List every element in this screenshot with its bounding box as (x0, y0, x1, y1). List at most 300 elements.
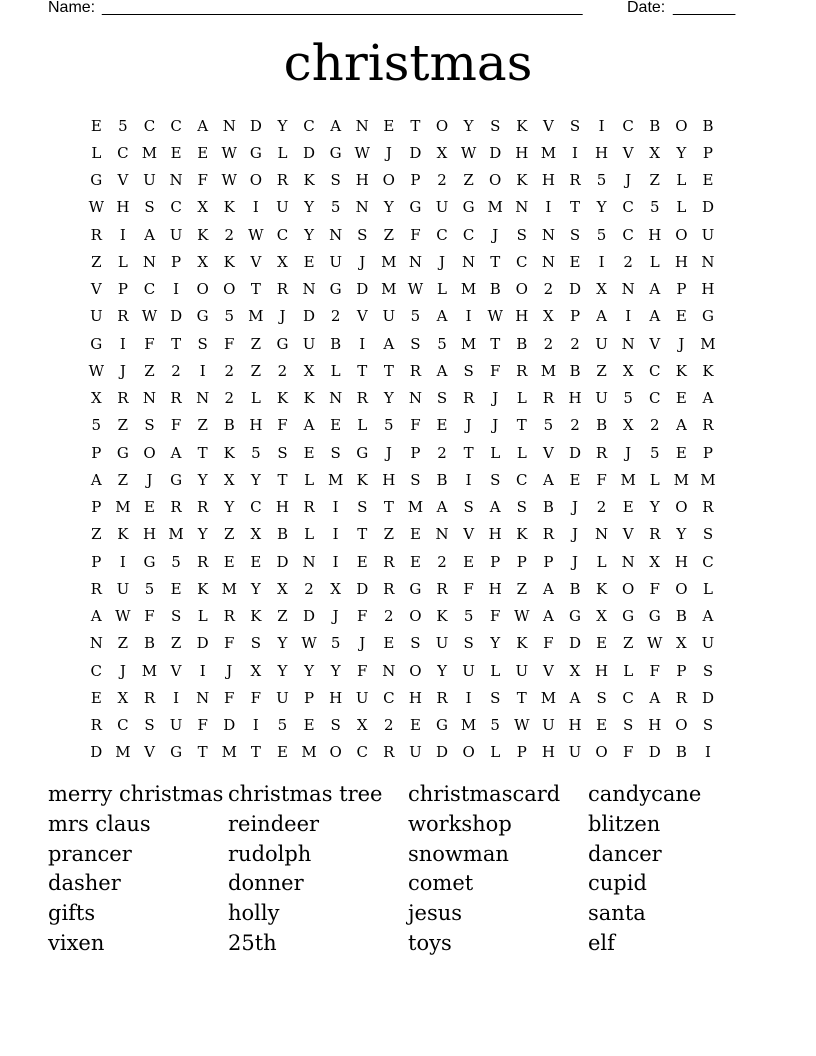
grid-letter: N (355, 198, 369, 217)
word-list-item: dancer (588, 841, 662, 866)
grid-letter: N (621, 334, 635, 353)
grid-letter: S (490, 470, 501, 489)
grid-letter: R (649, 525, 661, 544)
grid-letter: F (224, 634, 235, 653)
grid-letter: M (407, 498, 424, 517)
grid-letter: 5 (463, 607, 474, 626)
grid-letter: M (540, 143, 557, 162)
grid-letter: 2 (543, 280, 554, 299)
grid-letter: P (117, 280, 128, 299)
grid-letter: Y (277, 634, 288, 653)
grid-letter: N (701, 252, 715, 271)
grid-letter: S (463, 634, 474, 653)
grid-letter: G (356, 443, 369, 462)
grid-letter: I (704, 743, 711, 762)
grid-letter: I (119, 225, 126, 244)
grid-letter: A (90, 470, 102, 489)
grid-letter: A (649, 688, 661, 707)
grid-letter: J (625, 171, 632, 190)
grid-letter: H (648, 716, 662, 735)
grid-letter: Y (383, 198, 394, 217)
grid-letter: D (303, 307, 316, 326)
grid-letter: M (487, 198, 503, 217)
grid-letter: V (463, 525, 475, 544)
grid-letter: F (144, 607, 155, 626)
grid-letter: U (435, 634, 449, 653)
grid-letter: S (702, 525, 714, 544)
grid-letter: Z (170, 634, 182, 653)
grid-letter: N (222, 116, 236, 135)
grid-letter: U (169, 225, 183, 244)
grid-letter: M (540, 361, 557, 380)
grid-letter: W (301, 634, 317, 653)
grid-letter: S (463, 361, 474, 380)
grid-letter: A (489, 498, 501, 517)
grid-letter: K (303, 171, 315, 190)
grid-letter: C (462, 225, 475, 244)
word-list-item: jesus (408, 901, 463, 926)
grid-letter: P (569, 307, 581, 326)
grid-letter: V (250, 252, 262, 271)
grid-letter: N (541, 225, 555, 244)
grid-letter: R (170, 389, 182, 408)
grid-letter: R (516, 361, 528, 380)
grid-letter: Z (117, 634, 129, 653)
grid-letter: L (357, 416, 368, 435)
grid-letter: R (542, 525, 555, 544)
grid-letter: W (514, 607, 530, 626)
grid-letter: D (568, 634, 581, 653)
grid-letter: G (462, 198, 475, 217)
grid-letter: V (117, 171, 129, 190)
grid-letter: M (620, 470, 636, 489)
grid-letter: R (303, 498, 315, 517)
grid-letter: J (119, 361, 126, 380)
grid-letter: X (649, 143, 661, 162)
word-list-item: christmas tree (228, 782, 383, 806)
grid-letter: A (383, 334, 395, 353)
grid-letter: G (276, 334, 289, 353)
grid-letter: Y (304, 225, 314, 244)
grid-letter: I (598, 116, 605, 135)
grid-letter: K (223, 198, 235, 217)
grid-letter: 5 (490, 716, 500, 735)
grid-letter: E (596, 634, 608, 653)
grid-letter: J (465, 416, 472, 435)
grid-letter: 2 (437, 552, 447, 571)
grid-letter: J (146, 470, 153, 489)
grid-letter: U (462, 661, 475, 680)
grid-letter: T (463, 443, 474, 462)
grid-letter: Z (117, 416, 129, 435)
grid-letter: P (676, 661, 687, 680)
grid-letter: J (492, 389, 499, 408)
grid-letter: Z (224, 525, 235, 544)
grid-letter: B (702, 116, 714, 135)
grid-letter: F (463, 579, 474, 598)
grid-letter: O (675, 716, 688, 735)
grid-letter: J (439, 252, 446, 271)
grid-letter: U (382, 307, 396, 326)
grid-letter: V (144, 743, 155, 762)
grid-letter: X (622, 361, 634, 380)
grid-letter: D (170, 307, 183, 326)
grid-letter: D (356, 280, 369, 299)
grid-letter: X (117, 688, 129, 707)
grid-letter: P (516, 743, 527, 762)
grid-letter: E (303, 252, 315, 271)
grid-letter: G (622, 607, 635, 626)
grid-letter: M (248, 307, 264, 326)
grid-letter: N (196, 389, 210, 408)
grid-letter: T (250, 743, 261, 762)
grid-letter: R (569, 171, 581, 190)
grid-letter: 2 (330, 307, 341, 326)
grid-letter: K (595, 579, 608, 598)
word-list-item: gifts (48, 901, 96, 926)
grid-letter: C (90, 661, 103, 680)
grid-letter: K (702, 361, 714, 380)
grid-letter: B (675, 743, 687, 762)
grid-letter: C (143, 280, 156, 299)
grid-letter: E (409, 552, 421, 571)
grid-letter: E (303, 443, 315, 462)
grid-letter: X (197, 252, 209, 271)
grid-letter: 5 (144, 579, 155, 598)
grid-letter: M (460, 716, 477, 735)
grid-letter: X (277, 579, 288, 598)
grid-letter: G (249, 143, 262, 162)
grid-letter: E (675, 389, 687, 408)
grid-letter: X (250, 661, 262, 680)
grid-letter: L (91, 143, 102, 162)
grid-letter: L (623, 661, 634, 680)
grid-letter: E (569, 470, 581, 489)
grid-letter: V (542, 443, 554, 462)
grid-letter: T (357, 525, 368, 544)
grid-letter: K (516, 525, 528, 544)
grid-letter: S (569, 116, 581, 135)
grid-letter: C (516, 252, 528, 271)
grid-letter: E (276, 743, 288, 762)
grid-letter: X (569, 661, 581, 680)
grid-letter: X (223, 470, 235, 489)
grid-letter: F (197, 171, 208, 190)
grid-letter: A (542, 470, 554, 489)
grid-letter: Y (383, 389, 394, 408)
grid-letter: J (385, 143, 392, 162)
word-list-item: reindeer (228, 811, 320, 836)
grid-letter: U (143, 171, 156, 190)
grid-letter: S (410, 470, 421, 489)
grid-letter: V (622, 143, 634, 162)
grid-letter: R (223, 607, 235, 626)
grid-letter: Z (91, 252, 102, 271)
grid-letter: D (356, 579, 369, 598)
grid-letter: F (596, 470, 607, 489)
grid-letter: H (515, 307, 529, 326)
grid-letter: Z (117, 470, 129, 489)
grid-letter: U (276, 688, 289, 707)
grid-letter: E (675, 443, 687, 462)
grid-letter: F (357, 661, 368, 680)
grid-letter: P (702, 443, 713, 462)
grid-letter: G (409, 198, 422, 217)
grid-letter: Y (490, 634, 501, 653)
word-list-item: vixen (48, 930, 105, 955)
grid-letter: L (516, 443, 527, 462)
grid-letter: U (355, 688, 369, 707)
grid-letter: X (543, 307, 554, 326)
grid-letter: G (329, 280, 342, 299)
grid-letter: K (250, 607, 262, 626)
grid-letter: O (249, 171, 263, 190)
grid-letter: M (115, 743, 131, 762)
grid-letter: E (90, 688, 102, 707)
grid-letter: O (409, 661, 422, 680)
grid-letter: B (436, 470, 448, 489)
grid-letter: A (542, 607, 554, 626)
grid-letter: M (381, 252, 397, 271)
grid-letter: X (596, 607, 607, 626)
grid-letter: L (676, 198, 687, 217)
grid-letter: J (385, 443, 392, 462)
grid-letter: 5 (623, 389, 633, 408)
grid-letter: C (170, 198, 182, 217)
grid-letter: I (332, 552, 339, 571)
word-search-grid (83, 112, 721, 766)
grid-letter: F (144, 334, 155, 353)
grid-letter: I (465, 688, 472, 707)
word-list (48, 780, 768, 959)
name-blank-line: ______________________________________________________ (102, 0, 583, 16)
grid-letter: Z (383, 525, 395, 544)
grid-letter: S (569, 225, 581, 244)
grid-letter: S (144, 416, 155, 435)
grid-letter: L (330, 361, 341, 380)
grid-letter: N (595, 525, 609, 544)
grid-letter: H (541, 743, 555, 762)
grid-letter: U (595, 334, 608, 353)
grid-letter: R (595, 443, 608, 462)
grid-letter: W (460, 143, 477, 162)
grid-letter: R (383, 579, 395, 598)
word-list-item: snowman (408, 841, 509, 866)
grid-letter: F (410, 416, 421, 435)
grid-letter: N (355, 116, 369, 135)
grid-letter: 2 (224, 389, 235, 408)
grid-letter: S (702, 716, 714, 735)
grid-letter: 2 (570, 416, 580, 435)
grid-letter: S (623, 716, 634, 735)
grid-letter: I (199, 361, 206, 380)
grid-letter: I (465, 307, 472, 326)
grid-letter: 2 (570, 334, 580, 353)
grid-letter: X (622, 416, 634, 435)
grid-letter: U (302, 334, 316, 353)
grid-letter: 5 (596, 171, 607, 190)
grid-letter: T (383, 361, 394, 380)
grid-letter: J (571, 498, 578, 517)
grid-letter: Z (250, 334, 262, 353)
grid-letter: O (515, 280, 528, 299)
grid-letter: O (143, 443, 156, 462)
grid-letter: L (117, 252, 128, 271)
grid-letter: R (542, 389, 555, 408)
grid-letter: F (170, 416, 182, 435)
grid-letter: B (276, 525, 288, 544)
grid-letter: C (383, 688, 395, 707)
grid-letter: 2 (596, 498, 607, 517)
grid-letter: D (196, 634, 209, 653)
grid-letter: J (492, 225, 499, 244)
grid-letter: J (571, 525, 578, 544)
grid-letter: K (516, 171, 528, 190)
grid-letter: D (489, 143, 502, 162)
grid-letter: W (514, 716, 530, 735)
grid-letter: H (674, 252, 688, 271)
grid-letter: T (277, 470, 288, 489)
grid-letter: S (357, 498, 368, 517)
grid-letter: D (701, 688, 714, 707)
grid-letter: G (648, 607, 661, 626)
grid-letter: K (223, 252, 235, 271)
grid-letter: G (170, 470, 183, 489)
word-list-item: candycane (588, 782, 702, 806)
grid-letter: R (276, 171, 289, 190)
grid-letter: O (196, 280, 209, 299)
grid-letter: R (197, 552, 209, 571)
grid-letter: M (381, 280, 397, 299)
grid-letter: D (436, 743, 449, 762)
grid-letter: Y (649, 498, 660, 517)
grid-letter: L (490, 443, 501, 462)
grid-letter: D (568, 280, 581, 299)
grid-letter: 5 (437, 334, 447, 353)
grid-letter: O (675, 498, 688, 517)
word-list-item: christmascard (408, 782, 561, 806)
grid-letter: L (596, 552, 607, 571)
grid-letter: W (221, 143, 237, 162)
grid-letter: S (197, 334, 208, 353)
grid-letter: S (436, 389, 448, 408)
grid-letter: 5 (224, 307, 235, 326)
grid-letter: Z (197, 416, 208, 435)
grid-letter: J (279, 307, 286, 326)
grid-letter: S (250, 634, 261, 653)
grid-letter: M (141, 143, 158, 162)
grid-letter: Y (304, 661, 314, 680)
word-list-item: workshop (408, 811, 512, 836)
grid-letter: G (329, 143, 342, 162)
date-label: Date: (627, 0, 666, 16)
grid-letter: Y (437, 661, 447, 680)
grid-letter: I (332, 525, 339, 544)
grid-letter: N (89, 634, 103, 653)
grid-letter: M (540, 688, 557, 707)
grid-letter: E (622, 498, 634, 517)
grid-letter: 5 (649, 443, 660, 462)
grid-letter: M (115, 498, 131, 517)
grid-letter: F (277, 416, 288, 435)
grid-letter: A (330, 116, 342, 135)
grid-letter: 2 (543, 334, 554, 353)
grid-letter: K (516, 634, 528, 653)
grid-letter: M (168, 525, 184, 544)
grid-letter: E (463, 552, 475, 571)
grid-letter: T (171, 334, 182, 353)
grid-letter: O (223, 280, 236, 299)
grid-letter: G (409, 579, 422, 598)
word-list-item: toys (408, 930, 452, 955)
grid-letter: C (117, 143, 129, 162)
grid-letter: 2 (171, 361, 181, 380)
grid-letter: T (516, 688, 527, 707)
grid-letter: Y (197, 470, 208, 489)
grid-letter: D (409, 143, 422, 162)
grid-letter: H (701, 280, 715, 299)
grid-letter: I (465, 470, 472, 489)
grid-letter: K (303, 389, 315, 408)
grid-letter: H (488, 579, 502, 598)
grid-letter: O (489, 171, 502, 190)
grid-letter: U (515, 661, 529, 680)
grid-letter: R (143, 688, 156, 707)
grid-letter: O (675, 116, 688, 135)
grid-letter: R (117, 307, 129, 326)
grid-letter: S (490, 116, 501, 135)
grid-letter: E (90, 116, 102, 135)
grid-letter: F (622, 743, 634, 762)
grid-letter: 5 (384, 416, 394, 435)
grid-letter: Y (463, 116, 474, 135)
grid-letter: V (542, 661, 554, 680)
grid-letter: E (596, 716, 608, 735)
grid-letter: T (197, 443, 208, 462)
grid-letter: U (169, 716, 183, 735)
grid-letter: N (541, 252, 555, 271)
grid-letter: 2 (623, 252, 633, 271)
grid-letter: R (702, 498, 714, 517)
grid-letter: 2 (384, 716, 394, 735)
grid-letter: H (595, 661, 609, 680)
grid-letter: L (676, 171, 687, 190)
grid-letter: R (90, 716, 102, 735)
grid-letter: J (678, 334, 685, 353)
grid-letter: W (88, 198, 104, 217)
grid-letter: N (462, 252, 476, 271)
grid-letter: N (302, 280, 316, 299)
grid-letter: C (622, 198, 634, 217)
grid-letter: 2 (304, 579, 314, 598)
grid-letter: R (90, 579, 102, 598)
word-list-item: cupid (588, 871, 647, 896)
grid-letter: H (568, 389, 582, 408)
grid-letter: Z (250, 361, 262, 380)
grid-letter: H (355, 171, 369, 190)
grid-letter: C (356, 743, 368, 762)
grid-letter: 5 (330, 634, 341, 653)
grid-letter: Y (676, 143, 687, 162)
grid-letter: R (383, 552, 395, 571)
grid-letter: V (542, 116, 554, 135)
grid-letter: B (330, 334, 342, 353)
grid-letter: A (542, 579, 554, 598)
grid-letter: H (142, 525, 157, 544)
word-list-item: santa (588, 901, 646, 926)
grid-letter: P (490, 552, 501, 571)
grid-letter: 2 (384, 607, 394, 626)
